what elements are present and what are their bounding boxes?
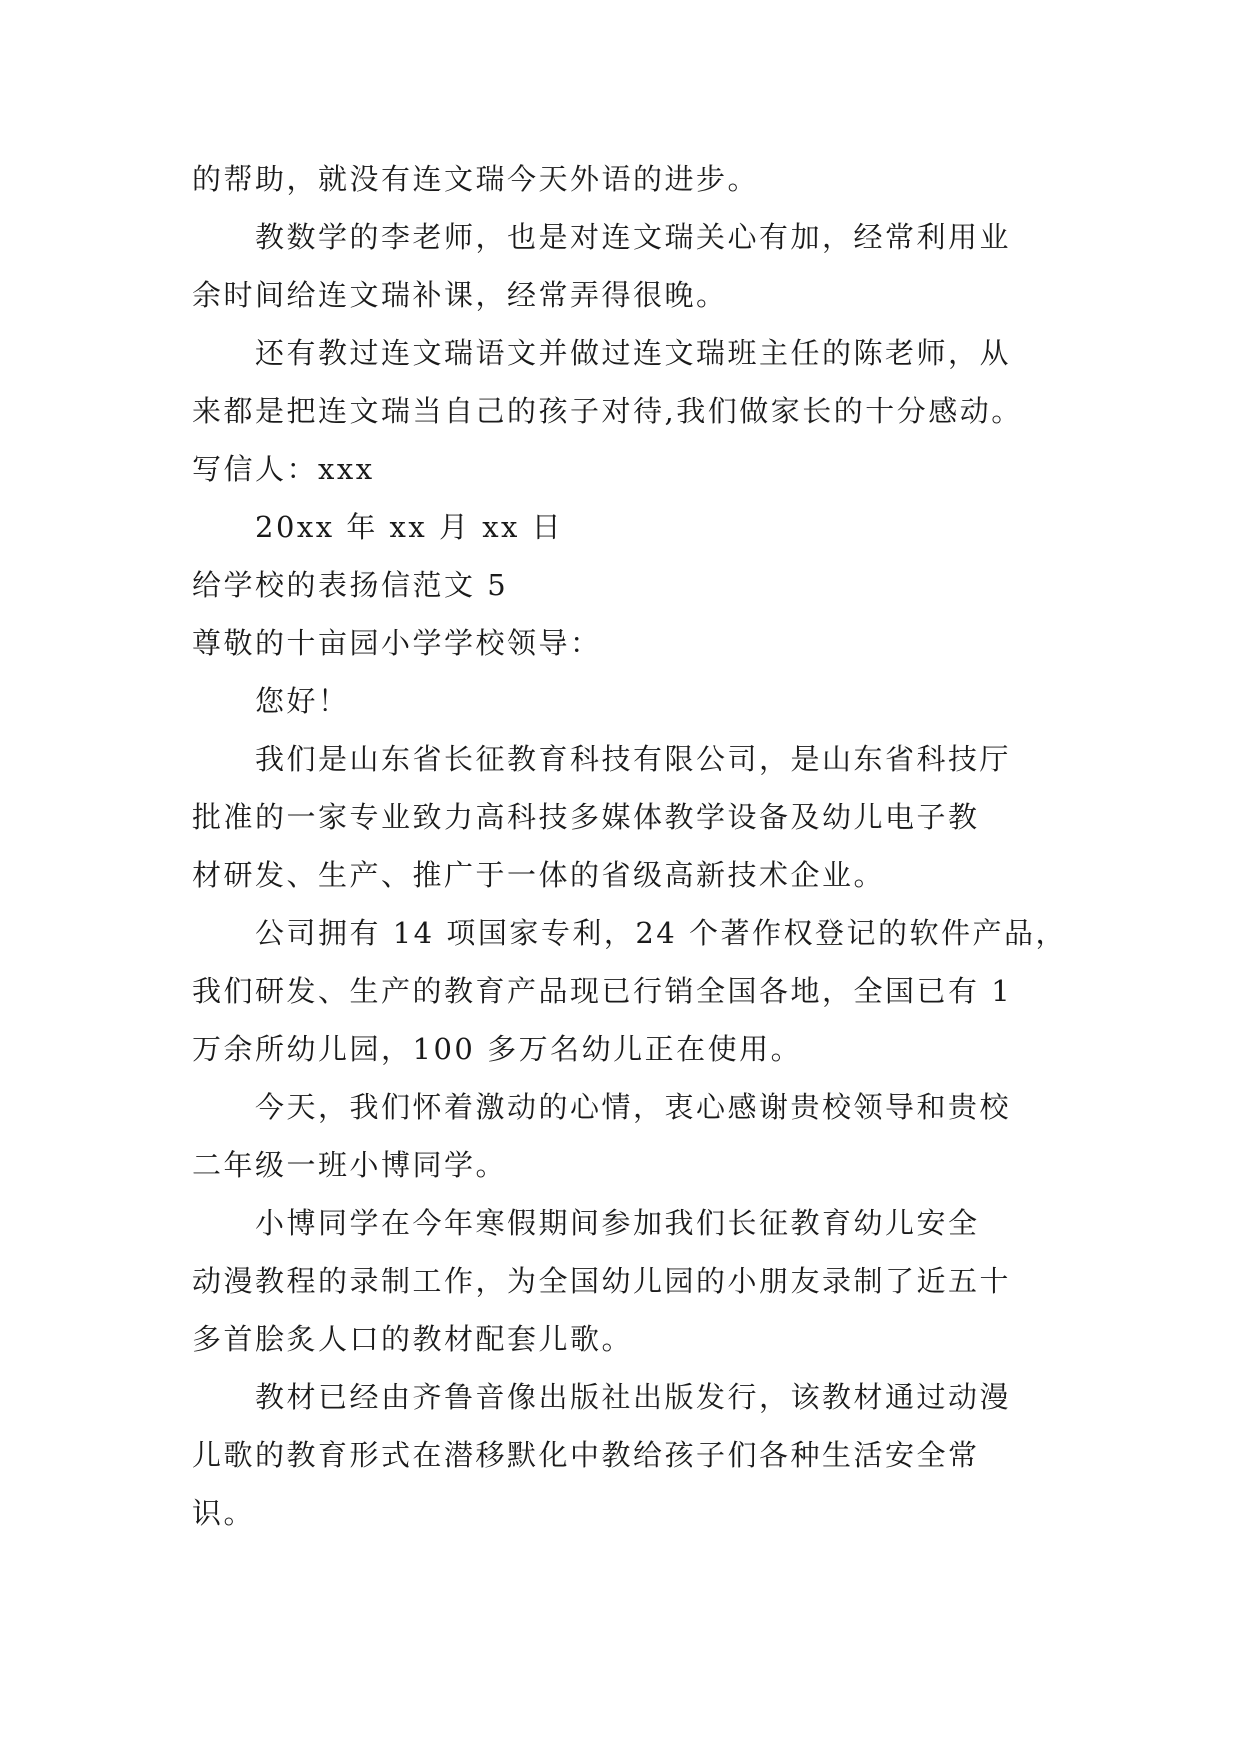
- text-line-2: 教数学的李老师，也是对连文瑞关心有加，经常利用业: [255, 220, 1012, 254]
- text-line-15: 我们研发、生产的教育产品现已行销全国各地，全国已有 1: [192, 974, 1013, 1008]
- text-line-17: 今天，我们怀着激动的心情，衷心感谢贵校领导和贵校: [255, 1090, 1012, 1124]
- text-line-20: 动漫教程的录制工作，为全国幼儿园的小朋友录制了近五十: [192, 1264, 1012, 1298]
- text-line-5: 来都是把连文瑞当自己的孩子对待,我们做家长的十分感动。: [192, 394, 1023, 428]
- text-line-13: 材研发、生产、推广于一体的省级高新技术企业。: [192, 858, 886, 892]
- text-line-16: 万余所幼儿园，100 多万名幼儿正在使用。: [192, 1032, 803, 1066]
- letter-date: 20xx 年 xx 月 xx 日: [255, 510, 564, 544]
- text-line-12: 批准的一家专业致力高科技多媒体教学设备及幼儿电子教: [192, 800, 980, 834]
- text-line-19: 小博同学在今年寒假期间参加我们长征教育幼儿安全: [255, 1206, 980, 1240]
- text-line-21: 多首脍炙人口的教材配套儿歌。: [192, 1322, 634, 1356]
- text-line-3: 余时间给连文瑞补课，经常弄得很晚。: [192, 278, 728, 312]
- text-line-22: 教材已经由齐鲁音像出版社出版发行，该教材通过动漫: [255, 1380, 1012, 1414]
- text-line-18: 二年级一班小博同学。: [192, 1148, 508, 1182]
- letter-writer: 写信人：xxx: [192, 452, 375, 486]
- letter-salutation: 尊敬的十亩园小学学校领导：: [192, 626, 602, 660]
- letter-greeting: 您好！: [255, 684, 350, 718]
- text-line-24: 识。: [192, 1496, 256, 1530]
- text-line-11: 我们是山东省长征教育科技有限公司，是山东省科技厅: [255, 742, 1012, 776]
- document-page: [192, 150, 1067, 1542]
- text-line-14: 公司拥有 14 项国家专利，24 个著作权登记的软件产品，: [255, 916, 1067, 950]
- text-line-4: 还有教过连文瑞语文并做过连文瑞班主任的陈老师，从: [255, 336, 1012, 370]
- text-line-23: 儿歌的教育形式在潜移默化中教给孩子们各种生活安全常: [192, 1438, 980, 1472]
- text-line-1: 的帮助，就没有连文瑞今天外语的进步。: [192, 162, 760, 196]
- section-heading: 给学校的表扬信范文 5: [192, 568, 509, 602]
